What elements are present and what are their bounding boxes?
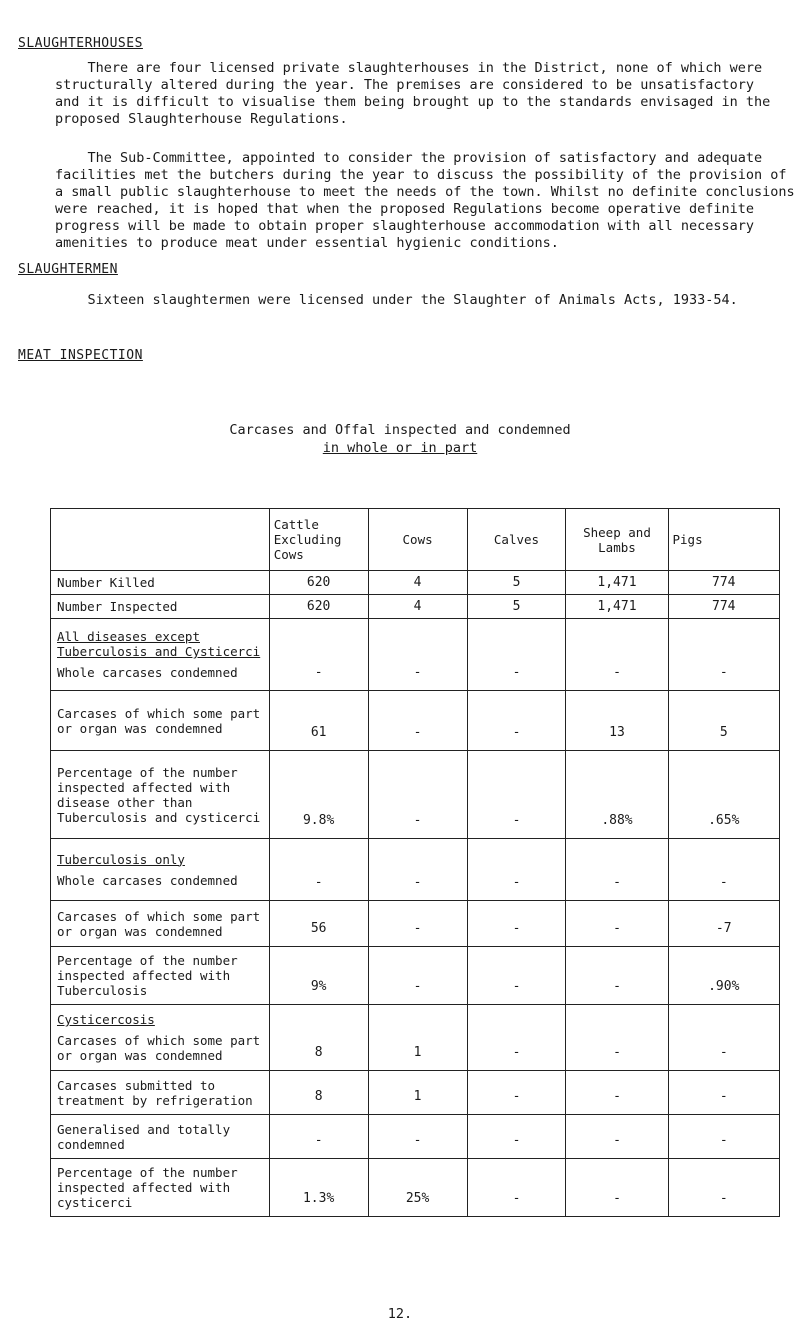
table-caption-line2: in whole or in part — [322, 440, 478, 456]
table-cell: - — [566, 947, 668, 1005]
table-cell: - — [566, 1071, 668, 1115]
table-cell: - — [467, 751, 566, 839]
row-label-text: Number Killed — [57, 575, 155, 590]
table-cell: - — [467, 947, 566, 1005]
table-cell: - — [467, 839, 566, 901]
row-label — [51, 1071, 270, 1115]
table-cell: 9% — [269, 947, 368, 1005]
row-label — [51, 901, 270, 947]
table-cell: 56 — [269, 901, 368, 947]
table-cell: - — [467, 1159, 566, 1217]
table-cell: -7 — [668, 901, 780, 947]
row-label-text: Whole carcases condemned — [57, 665, 238, 680]
table-cell: 13 — [566, 691, 668, 751]
table-cell: 8 — [269, 1071, 368, 1115]
table-row — [51, 947, 780, 1005]
heading-meat-inspection: MEAT INSPECTION — [18, 348, 143, 363]
table-cell: 620 — [269, 595, 368, 619]
table-row — [51, 1159, 780, 1217]
table-cell: 8 — [269, 1005, 368, 1071]
row-label — [51, 691, 270, 751]
table-cell: 1,471 — [566, 571, 668, 595]
table-cell: - — [368, 691, 467, 751]
row-label — [51, 947, 270, 1005]
table-row — [51, 1005, 780, 1071]
table-cell: 4 — [368, 571, 467, 595]
paragraph-slaughterhouses-2: The Sub-Committee, appointed to consider the provision of satisfactory and adequate facilities met the butchers during the year to discuss the possibility of the provision of a small public slaughterhouse to meet the needs of the town. Whilst no definite conclusions were reached, it is hoped that when the proposed Regulations become operative definite progress will be made to obtain proper slaughterhouse accommodation with all necessary amenities to produce meat under essential hygienic conditions. — [55, 150, 795, 251]
header-cattle: Cattle Excluding Cows — [269, 509, 368, 571]
table-cell: - — [467, 1115, 566, 1159]
row-label-text: Generalised and totally condemned — [57, 1121, 231, 1152]
header-sheep: Sheep and Lambs — [566, 509, 668, 571]
row-label-text: Percentage of the number inspected affected with disease other than Tuberculosis and cysticerci — [57, 764, 261, 825]
table-cell: - — [566, 901, 668, 947]
table-cell: - — [368, 1115, 467, 1159]
heading-slaughtermen: SLAUGHTERMEN — [18, 262, 118, 277]
table-cell: - — [566, 1159, 668, 1217]
table-cell: - — [668, 1115, 780, 1159]
table-cell: - — [368, 947, 467, 1005]
table-cell: 620 — [269, 571, 368, 595]
row-label — [51, 571, 270, 595]
table-cell: 9.8% — [269, 751, 368, 839]
table-row — [51, 691, 780, 751]
table-cell: 774 — [668, 595, 780, 619]
table-row — [51, 901, 780, 947]
row-label-text: Carcases submitted to treatment by refrigeration — [57, 1077, 253, 1108]
table-row — [51, 1115, 780, 1159]
row-label — [51, 751, 270, 839]
table-caption-line1: Carcases and Offal inspected and condemned — [229, 422, 571, 438]
table-cell: - — [668, 619, 780, 691]
header-blank — [51, 509, 270, 571]
table-cell: 1.3% — [269, 1159, 368, 1217]
row-label-text: Number Inspected — [57, 599, 178, 614]
row-section-title: Tuberculosis only — [57, 851, 185, 867]
table-row — [51, 595, 780, 619]
table-header-row — [51, 509, 780, 571]
table-cell: - — [566, 1005, 668, 1071]
table-cell: 1,471 — [566, 595, 668, 619]
table-cell: - — [467, 619, 566, 691]
table-cell: 5 — [467, 595, 566, 619]
row-label — [51, 595, 270, 619]
row-label-text: Carcases of which some part or organ was condemned — [57, 1033, 261, 1063]
table-cell: - — [368, 839, 467, 901]
table-cell: - — [269, 839, 368, 901]
table-cell: - — [668, 1159, 780, 1217]
table-cell: 4 — [368, 595, 467, 619]
table-cell: 774 — [668, 571, 780, 595]
row-label-text: Carcases of which some part or organ was condemned — [57, 705, 261, 736]
row-section-title: All diseases except Tuberculosis and Cysticerci — [57, 629, 261, 659]
table-row — [51, 839, 780, 901]
table-cell: 25% — [368, 1159, 467, 1217]
header-calves: Calves — [467, 509, 566, 571]
row-label-text: Percentage of the number inspected affected with Tuberculosis — [57, 953, 238, 998]
table-cell: 1 — [368, 1005, 467, 1071]
table-cell: - — [668, 839, 780, 901]
row-label — [51, 1115, 270, 1159]
table-cell: - — [269, 619, 368, 691]
table-cell: 1 — [368, 1071, 467, 1115]
table-cell: - — [368, 901, 467, 947]
row-label — [51, 1159, 270, 1217]
table-cell: - — [368, 751, 467, 839]
table-row — [51, 1071, 780, 1115]
table-cell: .65% — [668, 751, 780, 839]
row-label — [51, 619, 270, 691]
table-cell: - — [668, 1005, 780, 1071]
meat-inspection-table — [50, 508, 780, 1217]
table-row — [51, 571, 780, 595]
page-number: 12. — [387, 1306, 413, 1322]
row-label-text: Percentage of the number inspected affected with cysticerci — [57, 1165, 238, 1210]
table-cell: 5 — [668, 691, 780, 751]
table-cell: - — [566, 619, 668, 691]
table-cell: .88% — [566, 751, 668, 839]
paragraph-slaughterhouses-1: There are four licensed private slaughterhouses in the District, none of which were structurally altered during the year. The premises are considered to be unsatisfactory and it is difficult to visualise them being brought up to the standards envisaged in the proposed Slaughterhouse Regulations. — [55, 60, 771, 127]
row-label — [51, 839, 270, 901]
table-cell: - — [467, 1005, 566, 1071]
heading-slaughterhouses: SLAUGHTERHOUSES — [18, 36, 143, 51]
table-cell: - — [368, 619, 467, 691]
table-cell: 5 — [467, 571, 566, 595]
table-cell: - — [668, 1071, 780, 1115]
header-pigs: Pigs — [668, 509, 780, 571]
table-row — [51, 751, 780, 839]
row-label — [51, 1005, 270, 1071]
paragraph-slaughtermen: Sixteen slaughtermen were licensed under the Slaughter of Animals Acts, 1933-54. — [87, 292, 738, 308]
table-cell: 61 — [269, 691, 368, 751]
row-label-text: Whole carcases condemned — [57, 872, 238, 888]
table-cell: - — [566, 839, 668, 901]
header-cows: Cows — [368, 509, 467, 571]
table-cell: .90% — [668, 947, 780, 1005]
table-cell: - — [467, 901, 566, 947]
row-label-text: Carcases of which some part or organ was condemned — [57, 908, 261, 939]
table-cell: - — [467, 691, 566, 751]
table-cell: - — [467, 1071, 566, 1115]
row-section-title: Cysticercosis — [57, 1012, 155, 1027]
table-row — [51, 619, 780, 691]
table-cell: - — [566, 1115, 668, 1159]
table-cell: - — [269, 1115, 368, 1159]
